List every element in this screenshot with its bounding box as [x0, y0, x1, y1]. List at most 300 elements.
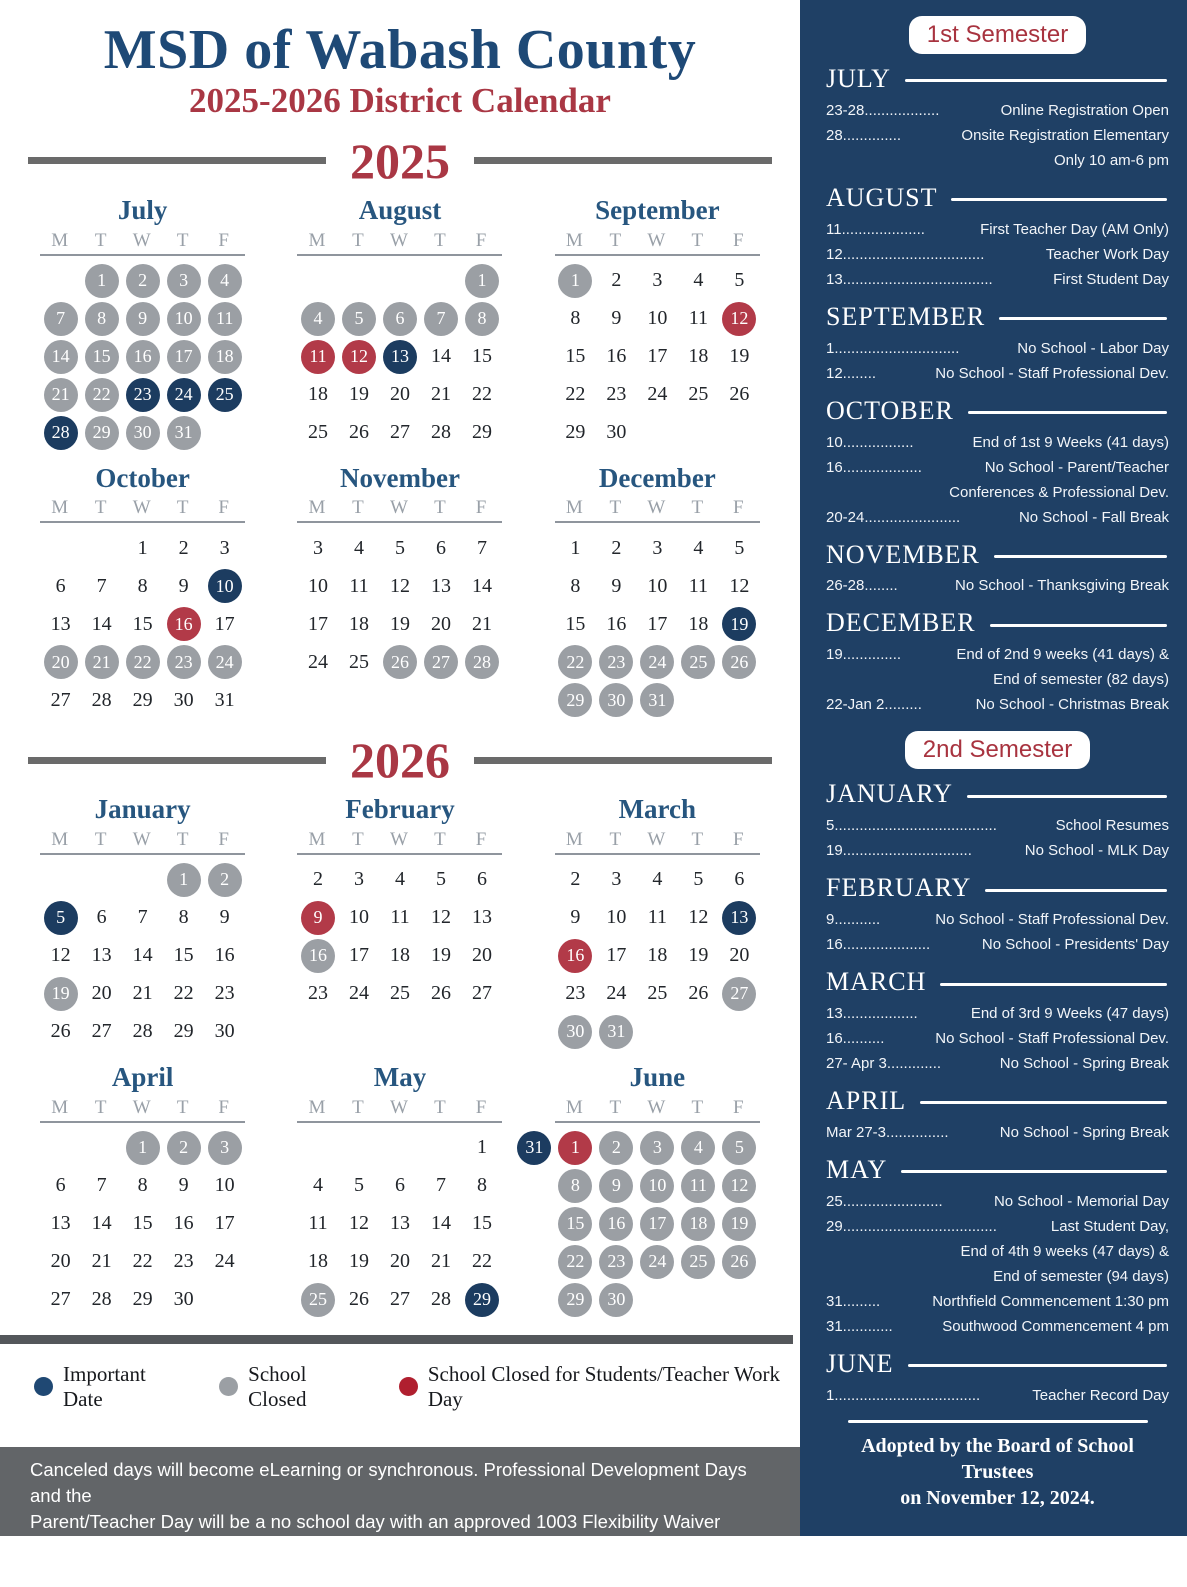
- calendar-day-number: 23: [173, 1250, 194, 1273]
- calendar-day-number: 25: [307, 421, 328, 444]
- calendar-week-row: [40, 338, 245, 376]
- year-2025-header: [28, 132, 772, 189]
- calendar-day: [204, 378, 245, 412]
- calendar-day: [637, 307, 678, 330]
- calendar-day: [122, 689, 163, 712]
- calendar-day: [555, 383, 596, 406]
- weekday-letter: T: [691, 497, 706, 519]
- calendar-day-circle: 1: [85, 264, 119, 298]
- calendar-day: [40, 1174, 81, 1197]
- calendar-day-number: 21: [430, 1250, 451, 1273]
- weekday-letter: M: [308, 828, 328, 850]
- event-date: 23-28..................: [826, 101, 940, 119]
- calendar-day: [40, 613, 81, 636]
- calendar-day: [555, 264, 596, 298]
- event-text: First Teacher Day (AM Only): [980, 220, 1169, 238]
- calendar-day: [555, 537, 596, 560]
- calendar-day-circle: 25: [208, 378, 242, 412]
- calendar-day-number: 3: [353, 868, 364, 891]
- calendar-day-circle: 2: [167, 1131, 201, 1165]
- calendar-day: [678, 1131, 719, 1165]
- calendar-day-number: 21: [430, 383, 451, 406]
- calendar-day: [461, 537, 502, 560]
- calendar-day-circle: 10: [208, 569, 242, 603]
- calendar-day-number: 30: [214, 1020, 235, 1043]
- calendar-day: [122, 944, 163, 967]
- weekday-letter: T: [94, 828, 109, 850]
- calendar-day: [596, 1015, 637, 1049]
- calendar-day-circle: 19: [44, 977, 78, 1011]
- calendar-day: [163, 537, 204, 560]
- calendar-day-number: 13: [389, 1212, 410, 1235]
- calendar-day: [297, 537, 338, 560]
- calendar-day: [719, 537, 760, 560]
- teacher-work-day-dot-icon: [399, 1377, 418, 1396]
- calendar-day-circle: 7: [44, 302, 78, 336]
- event-text: No School - Staff Professional Dev.: [935, 1030, 1169, 1048]
- calendar-day-circle: 5: [722, 1131, 756, 1165]
- calendar-day-circle: 23: [599, 645, 633, 679]
- calendar-day: [204, 613, 245, 636]
- calendar-day: [379, 906, 420, 929]
- calendar-day: [379, 537, 420, 560]
- calendar-day: [637, 1131, 678, 1165]
- weekday-letter: M: [565, 229, 585, 251]
- event-date: 20-24.......................: [826, 508, 961, 526]
- calendar-day: [420, 421, 461, 444]
- calendar-day-number: 15: [565, 612, 586, 635]
- semester-1-badge: 1st Semester: [909, 16, 1086, 54]
- calendar-day: [379, 1288, 420, 1311]
- calendar-day: [297, 340, 338, 374]
- calendar-day: [637, 1169, 678, 1203]
- calendar-day-number: 11: [308, 1212, 328, 1235]
- calendar-week-row: [555, 1013, 760, 1051]
- event-date: 11....................: [826, 220, 925, 238]
- event-line: [826, 1051, 1169, 1076]
- calendar-day: [596, 1283, 637, 1317]
- sidebar-section-march: [826, 967, 1169, 1076]
- section-header: [826, 396, 1169, 426]
- month-name: December: [598, 462, 716, 493]
- event-date: 12..................................: [826, 245, 985, 263]
- legend-label: Important Date: [63, 1361, 146, 1411]
- calendar-day: [40, 1250, 81, 1273]
- event-text: No School - Labor Day: [1017, 339, 1169, 357]
- event-text: No School - Spring Break: [999, 1123, 1169, 1141]
- calendar-day-circle: 15: [558, 1207, 592, 1241]
- month-name: July: [117, 194, 168, 225]
- event-text: Northfield Commencement 1:30 pm: [932, 1292, 1169, 1310]
- calendar-day-number: 11: [349, 574, 369, 597]
- calendar-day: [555, 939, 596, 973]
- sidebar-section-january: [826, 779, 1169, 863]
- weekday-letter: M: [308, 229, 328, 251]
- calendar-day-number: 11: [647, 906, 667, 929]
- calendar-day-number: 26: [688, 982, 709, 1005]
- calendar-day: [338, 575, 379, 598]
- weekday-letter: F: [475, 828, 489, 850]
- calendar-day: [40, 1212, 81, 1235]
- calendar-day-circle: 15: [85, 340, 119, 374]
- calendar-day: [637, 982, 678, 1005]
- calendar-day-circle: 9: [126, 302, 160, 336]
- calendar-day-number: 4: [693, 536, 704, 559]
- event-date: 22-Jan 2.........: [826, 696, 922, 714]
- calendar-day: [297, 1212, 338, 1235]
- calendar-day: [379, 645, 420, 679]
- calendar-day-circle: 29: [558, 683, 592, 717]
- calendar-day-number: 27: [471, 982, 492, 1005]
- calendar-day-circle: 12: [722, 302, 756, 336]
- calendar-day: [297, 421, 338, 444]
- weekday-header: [555, 230, 760, 256]
- event-text: No School - Fall Break: [1018, 508, 1169, 526]
- calendar-day-number: 20: [471, 944, 492, 967]
- calendar-day: [379, 613, 420, 636]
- weekday-letter: W: [132, 229, 153, 251]
- calendar-day-number: 1: [137, 536, 148, 559]
- weekday-letter: F: [733, 828, 746, 850]
- calendar-day: [204, 689, 245, 712]
- calendar-day: [461, 1283, 502, 1317]
- calendar-day-number: 15: [565, 345, 586, 368]
- calendar-day-number: 20: [389, 1250, 410, 1273]
- calendar-day-number: 7: [96, 1174, 107, 1197]
- calendar-day: [678, 383, 719, 406]
- calendar-day: [596, 421, 637, 444]
- calendar-week-row: [40, 681, 245, 719]
- calendar-week-row: [40, 605, 245, 643]
- calendar-day: [719, 302, 760, 336]
- calendar-day-number: 20: [91, 982, 112, 1005]
- calendar-week-row: [297, 567, 502, 605]
- weekday-letter: T: [352, 229, 366, 251]
- calendar-day: [204, 569, 245, 603]
- calendar-day: [719, 1169, 760, 1203]
- weekday-letter: M: [565, 828, 585, 850]
- event-line: [826, 1189, 1169, 1214]
- calendar-day: [122, 264, 163, 298]
- month-september: [555, 196, 760, 452]
- calendar-day: [637, 683, 678, 717]
- event-text: No School - Christmas Break: [975, 696, 1169, 714]
- calendar-day-circle: 26: [722, 645, 756, 679]
- calendar-day-number: 17: [348, 944, 369, 967]
- page-title: MSD of Wabash County: [103, 19, 697, 81]
- calendar-day-circle: 30: [599, 683, 633, 717]
- calendar-day-number: 10: [606, 906, 627, 929]
- calendar-day-number: 5: [734, 536, 745, 559]
- calendar-day: [555, 868, 596, 891]
- event-text: No School - Spring Break: [999, 1055, 1169, 1073]
- calendar-day: [678, 906, 719, 929]
- calendar-day: [122, 416, 163, 450]
- calendar-day: [297, 1250, 338, 1273]
- month-august: [297, 196, 502, 452]
- calendar-day: [81, 1174, 122, 1197]
- calendar-day: [461, 1174, 502, 1197]
- calendar-day-number: 25: [647, 982, 668, 1005]
- calendar-day: [461, 1212, 502, 1235]
- calendar-day-number: 29: [132, 688, 153, 711]
- calendar-day-circle: 29: [558, 1283, 592, 1317]
- event-text: Online Registration Open: [1000, 101, 1169, 119]
- section-month-title: JULY: [826, 64, 891, 93]
- calendar-week-row: [40, 975, 245, 1013]
- calendar-day: [40, 689, 81, 712]
- calendar-day: [163, 302, 204, 336]
- calendar-day-number: 16: [214, 944, 235, 967]
- event-text: No School - Parent/Teacher: [984, 458, 1169, 476]
- event-date: 1...................................: [826, 1386, 981, 1404]
- event-date: 12........: [826, 364, 877, 382]
- calendar-day-circle: 5: [44, 901, 78, 935]
- event-line: [826, 907, 1169, 932]
- calendar-day-number: 11: [688, 574, 708, 597]
- section-month-title: APRIL: [826, 1086, 907, 1116]
- calendar-day-number: 28: [430, 421, 451, 444]
- calendar-day: [204, 302, 245, 336]
- calendar-day-number: 1: [570, 536, 581, 559]
- calendar-day-number: 7: [137, 906, 148, 929]
- calendar-day: [678, 575, 719, 598]
- section-month-title: MARCH: [826, 967, 927, 997]
- month-name: May: [373, 1061, 427, 1092]
- calendar-day-number: 20: [430, 612, 451, 635]
- calendar-day: [719, 1131, 760, 1165]
- calendar-week-row: [297, 1167, 502, 1205]
- calendar-day: [678, 345, 719, 368]
- section-month-title: OCTOBER: [826, 395, 954, 425]
- calendar-day-number: 7: [476, 536, 487, 559]
- calendar-week-row: [555, 605, 760, 643]
- event-line: [826, 1001, 1169, 1026]
- calendar-day: [678, 307, 719, 330]
- legend-divider-bar: [0, 1335, 793, 1344]
- calendar-day-number: 13: [471, 906, 492, 929]
- calendar-day: [40, 302, 81, 336]
- year-divider-bar: [474, 757, 772, 764]
- calendar-day-number: 22: [471, 1250, 492, 1273]
- calendar-day-number: 18: [647, 944, 668, 967]
- calendar-day-number: 18: [688, 612, 709, 635]
- calendar-week-row: [297, 300, 502, 338]
- calendar-day-number: 3: [652, 536, 663, 559]
- calendar-day-number: 22: [565, 383, 586, 406]
- calendar-day: [122, 982, 163, 1005]
- calendar-day-circle: 1: [465, 264, 499, 298]
- calendar-day: [596, 868, 637, 891]
- weekday-letter: M: [51, 229, 71, 251]
- calendar-day: [40, 901, 81, 935]
- weekday-header: [40, 829, 245, 855]
- section-header: [826, 967, 1169, 997]
- event-text: No School - Staff Professional Dev.: [935, 911, 1169, 929]
- section-header: [826, 302, 1169, 332]
- event-continuation: Conferences & Professional Dev.: [949, 483, 1169, 501]
- section-month-title: JANUARY: [826, 779, 953, 809]
- calendar-day: [379, 421, 420, 444]
- footer-note-line: Canceled days will become eLearning or synchronous. Professional Development Days and the: [30, 1459, 747, 1506]
- section-rule-line: [985, 889, 1167, 892]
- weekday-letter: T: [609, 497, 624, 519]
- calendar-day-circle: 30: [558, 1015, 592, 1049]
- calendar-day: [678, 868, 719, 891]
- calendar-day-circle: 25: [681, 1245, 715, 1279]
- month-october: [40, 464, 245, 720]
- calendar-day-circle: 16: [558, 939, 592, 973]
- calendar-day-number: 14: [132, 944, 153, 967]
- calendar-week-row: [40, 899, 245, 937]
- calendar-day-number: 20: [729, 944, 750, 967]
- calendar-day-number: 1: [476, 1136, 487, 1159]
- weekday-header: [555, 829, 760, 855]
- calendar-day-circle: 10: [640, 1169, 674, 1203]
- weekday-letter: F: [218, 497, 231, 519]
- year-label: 2025: [350, 132, 450, 189]
- calendar-day: [81, 689, 122, 712]
- calendar-day: [122, 1288, 163, 1311]
- weekday-header: [555, 497, 760, 523]
- weekday-letter: M: [565, 497, 585, 519]
- calendar-day: [338, 383, 379, 406]
- weekday-header: [297, 829, 502, 855]
- calendar-week-row: [297, 605, 502, 643]
- calendar-day-number: 2: [611, 269, 622, 292]
- calendar-day-circle: 22: [126, 645, 160, 679]
- calendar-day-number: 22: [471, 383, 492, 406]
- calendar-week-row: [297, 262, 502, 300]
- event-date: 16..........: [826, 1030, 885, 1048]
- weekday-header: [40, 1097, 245, 1123]
- event-line: [826, 1026, 1169, 1051]
- calendar-day-circle: 8: [465, 302, 499, 336]
- calendar-day-number: 17: [647, 345, 668, 368]
- calendar-day: [719, 345, 760, 368]
- calendar-week-row: [555, 899, 760, 937]
- weekday-letter: T: [609, 1096, 624, 1118]
- calendar-week-row: [40, 376, 245, 414]
- calendar-day: [204, 537, 245, 560]
- event-text: No School - Presidents' Day: [981, 936, 1169, 954]
- event-text: No School - Staff Professional Dev.: [935, 364, 1169, 382]
- calendar-day: [40, 378, 81, 412]
- calendar-day-number: 19: [348, 383, 369, 406]
- event-text: No School - Memorial Day: [993, 1192, 1169, 1210]
- event-date: 29.....................................: [826, 1217, 997, 1235]
- sidebar-section-november: [826, 540, 1169, 599]
- calendar-week-row: [555, 937, 760, 975]
- calendar-day-number: 12: [430, 906, 451, 929]
- calendar-day: [555, 575, 596, 598]
- calendar-day: [678, 613, 719, 636]
- event-continuation: End of semester (94 days): [993, 1267, 1169, 1285]
- calendar-day: [719, 1207, 760, 1241]
- month-june: [525, 1061, 760, 1319]
- calendar-day: [338, 421, 379, 444]
- adopted-note: [826, 1420, 1169, 1511]
- calendar-day-circle: 26: [722, 1245, 756, 1279]
- calendar-day-circle: 16: [126, 340, 160, 374]
- event-date: 27- Apr 3.............: [826, 1055, 942, 1073]
- calendar-day-number: 13: [91, 944, 112, 967]
- event-line: [826, 692, 1169, 717]
- calendar-week-row: [555, 643, 760, 681]
- calendar-day: [122, 302, 163, 336]
- calendar-day-circle: 6: [383, 302, 417, 336]
- semester-2-badge: 2nd Semester: [905, 731, 1090, 769]
- calendar-week-row: [297, 529, 502, 567]
- event-text: First Student Day: [1053, 270, 1169, 288]
- calendar-day: [163, 1250, 204, 1273]
- calendar-day-circle: 13: [383, 340, 417, 374]
- section-month-title: AUGUST: [826, 182, 938, 212]
- calendar-day-number: 18: [688, 345, 709, 368]
- calendar-day: [204, 982, 245, 1005]
- calendar-day: [719, 383, 760, 406]
- calendar-day: [163, 1288, 204, 1311]
- calendar-day: [678, 537, 719, 560]
- legend: [0, 1362, 800, 1412]
- calendar-day: [596, 345, 637, 368]
- calendar-day-number: 7: [435, 1174, 446, 1197]
- weekday-letter: T: [434, 229, 448, 251]
- sidebar-section-may: [826, 1155, 1169, 1339]
- calendar-day: [122, 645, 163, 679]
- calendar-day: [297, 901, 338, 935]
- sidebar-section-october: [826, 396, 1169, 530]
- calendar-day-number: 23: [606, 383, 627, 406]
- event-line: [826, 242, 1169, 267]
- calendar-week-row: [40, 1281, 245, 1319]
- month-may: [297, 1063, 502, 1319]
- section-rule-line: [901, 1170, 1167, 1173]
- weekday-letter: T: [434, 828, 448, 850]
- calendar-day: [81, 1020, 122, 1043]
- calendar-day: [719, 1245, 760, 1279]
- calendar-day: [379, 944, 420, 967]
- event-line: [826, 1314, 1169, 1339]
- calendar-week-row: [40, 937, 245, 975]
- calendar-day: [719, 269, 760, 292]
- calendar-day-number: 7: [96, 574, 107, 597]
- calendar-day: [163, 340, 204, 374]
- calendar-day: [420, 868, 461, 891]
- month-december: [555, 464, 760, 720]
- calendar-day-circle: 3: [208, 1131, 242, 1165]
- calendar-day: [122, 537, 163, 560]
- calendar-day-number: 10: [307, 574, 328, 597]
- weekday-letter: T: [176, 229, 191, 251]
- calendar-day-number: 31: [214, 688, 235, 711]
- calendar-day-circle: 4: [681, 1131, 715, 1165]
- calendar-day-circle: 31: [599, 1015, 633, 1049]
- calendar-day-circle: 25: [301, 1283, 335, 1317]
- calendar-day-number: 20: [50, 1250, 71, 1273]
- calendar-day-number: 14: [91, 612, 112, 635]
- calendar-day: [555, 1245, 596, 1279]
- calendar-day-circle: 28: [44, 416, 78, 450]
- footer-note-line: Indiana State Board of Education.: [30, 1563, 307, 1584]
- calendar-week-row: [40, 1243, 245, 1281]
- calendar-day-number: 18: [348, 612, 369, 635]
- weekday-letter: T: [434, 1096, 448, 1118]
- calendar-day: [338, 302, 379, 336]
- calendar-week-row: [297, 975, 502, 1013]
- calendar-day-number: 4: [394, 868, 405, 891]
- weekday-letter: W: [390, 229, 410, 251]
